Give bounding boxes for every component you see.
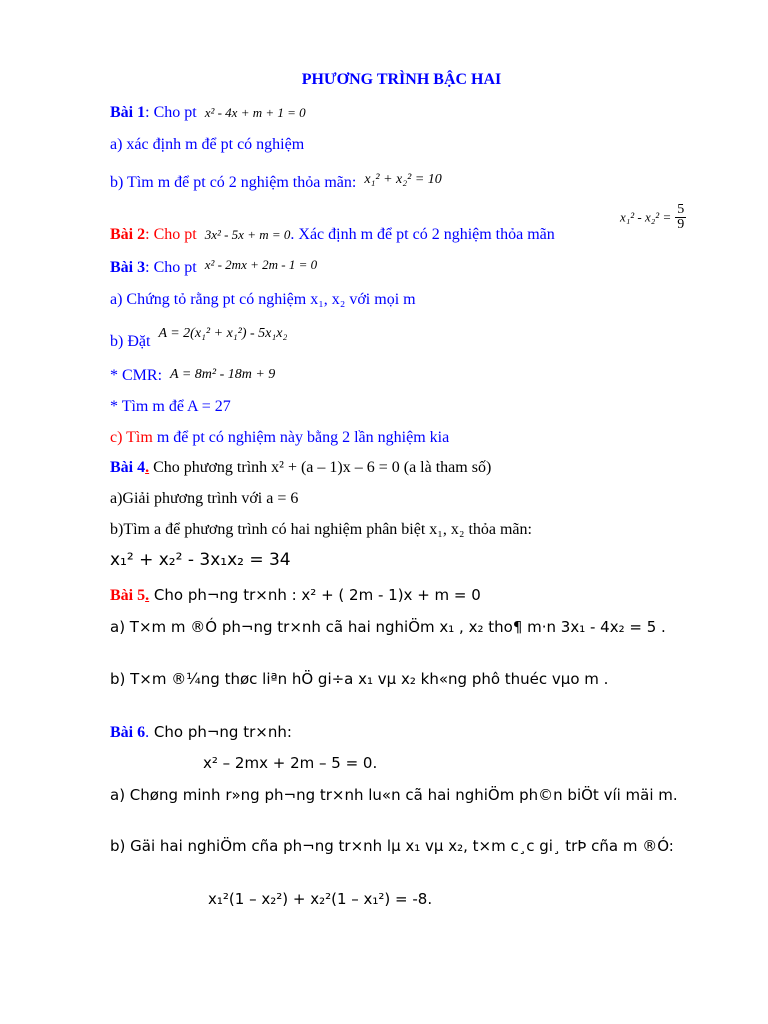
bai3-part-b-text: b) Đặt — [110, 333, 151, 350]
bai2-equation: 3x² - 5x + m = 0 — [204, 227, 291, 242]
bai5-label: Bài 5 — [110, 587, 146, 604]
bai3-label: Bài 3 — [110, 259, 146, 276]
bai3-cmr — [110, 366, 275, 387]
bai2-text: . Xác định m để pt có 2 nghiệm thỏa mãn — [290, 226, 555, 243]
bai1-label: Bài 1 — [110, 104, 146, 121]
bai3-cmr-label: * CMR: — [110, 367, 163, 384]
bai3-part-a: a) Chứng tỏ rằng pt có nghiệm x₁, x₂ với mọi m — [110, 291, 416, 308]
bai5-text: Cho ph¬ng tr×nh : x² + ( 2m - 1)x + m = 0 — [149, 586, 481, 604]
bai1-part-b-text: b) Tìm m để pt có 2 nghiệm thỏa mãn: — [110, 174, 357, 191]
bai3-header — [110, 258, 317, 278]
bai3-part-b-equation: A = 2(x₁² + x₁²) - 5x₁x₂ — [158, 326, 288, 341]
bai3-part-c-text: m để pt có nghiệm này bằng 2 lần nghiệm kia — [152, 429, 450, 446]
bai4-part-b-equation: x₁² + x₂² - 3x₁x₂ = 34 — [110, 550, 291, 570]
bai2-condition-left: x₁² - x₂² = — [620, 209, 672, 225]
bai2-label: Bài 2 — [110, 226, 146, 243]
bai6-part-b-equation: x₁²(1 – x₂²) + x₂²(1 – x₁²) = -8. — [208, 890, 433, 908]
bai6-dot: . — [145, 724, 150, 741]
bai5-header — [110, 585, 481, 606]
page-title: PHƯƠNG TRÌNH BẬC HAI — [301, 71, 502, 88]
bai1-part-b-equation: x₁² + x₂² = 10 — [364, 172, 442, 187]
bai3-intro: : Cho pt — [145, 259, 197, 276]
bai1-part-a: a) xác định m để pt có nghiệm — [110, 136, 305, 153]
bai6-part-a: a) Chøng minh r»ng ph¬ng tr×nh lu«n cã hai nghiÖm ph©n biÖt víi mäi m. — [110, 786, 678, 804]
bai5-part-b: b) T×m ®¼ng thøc liªn hÖ gi÷a x₁ vµ x₂ kh«ng phô thuéc vµo m . — [110, 670, 609, 688]
bai2-fraction-num: 5 — [677, 202, 685, 217]
bai6-part-b: b) Gäi hai nghiÖm cña ph¬ng tr×nh lµ x₁ vµ x₂, t×m c¸c gi¸ trÞ cña m ®Ó: — [110, 837, 674, 855]
bai6-text: Cho ph¬ng tr×nh: — [149, 723, 292, 741]
bai5-dot: . — [145, 587, 150, 604]
bai6-header — [110, 722, 292, 743]
bai4-header — [110, 458, 491, 478]
bai2-header — [110, 225, 555, 245]
bai3-equation: x² - 2mx + 2m - 1 = 0 — [204, 257, 318, 272]
bai4-part-b: b)Tìm a để phương trình có hai nghiệm phân biệt x₁, x₂ thỏa mãn: — [110, 521, 532, 538]
bai2-condition — [620, 203, 686, 232]
bai2-fraction-den: 9 — [677, 217, 685, 232]
bai4-dot: . — [145, 459, 150, 476]
bai4-text: Cho phương trình x² + (a – 1)x – 6 = 0 (a là tham số) — [149, 459, 492, 476]
bai1-part-b — [110, 173, 442, 194]
bai3-find: * Tìm m để A = 27 — [110, 398, 231, 415]
bai2-fraction — [675, 203, 686, 232]
bai6-label: Bài 6 — [110, 724, 146, 741]
bai1-header — [110, 103, 306, 123]
bai4-label: Bài 4 — [110, 459, 146, 476]
bai1-intro: : Cho pt — [145, 104, 197, 121]
bai1-equation: x² - 4x + m + 1 = 0 — [204, 105, 306, 120]
bai3-part-c-red: c) Tìm — [110, 429, 153, 446]
bai5-part-a: a) T×m m ®Ó ph¬ng tr×nh cã hai nghiÖm x₁ , x₂ tho¶ m·n 3x₁ - 4x₂ = 5 . — [110, 618, 666, 636]
bai2-intro: : Cho pt — [145, 226, 197, 243]
bai3-part-c — [110, 428, 449, 448]
bai3-cmr-equation: A = 8m² - 18m + 9 — [170, 367, 276, 382]
bai6-equation: x² – 2mx + 2m – 5 = 0. — [203, 754, 378, 772]
bai4-part-a: a)Giải phương trình với a = 6 — [110, 490, 299, 507]
bai3-part-b — [110, 326, 288, 353]
